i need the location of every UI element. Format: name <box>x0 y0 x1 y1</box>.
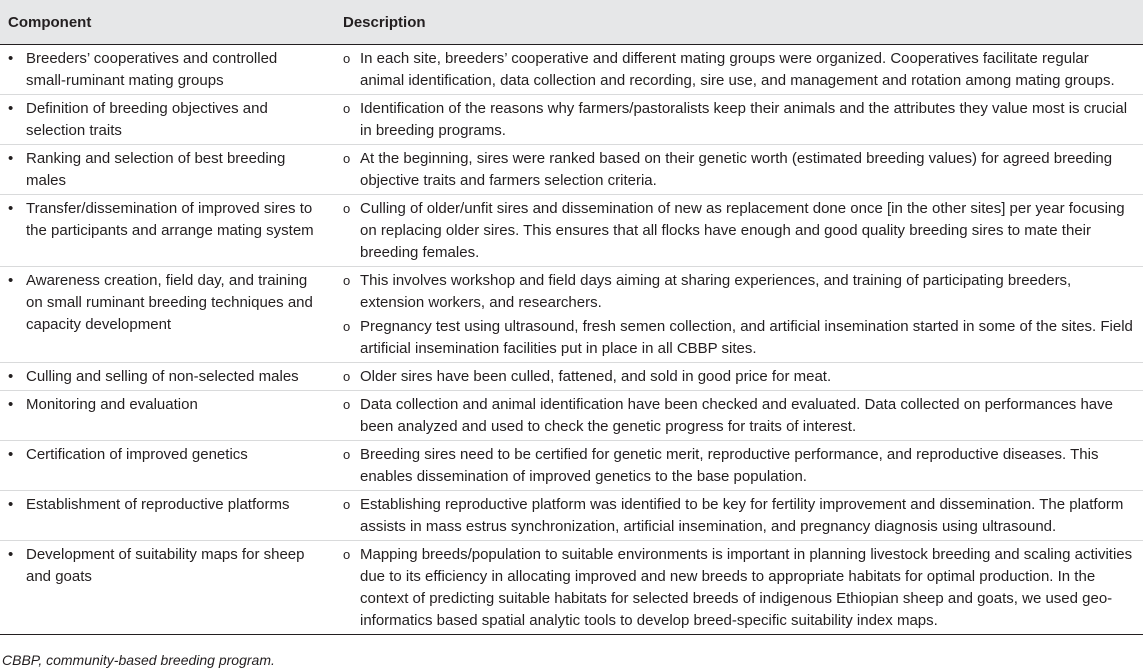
header-description: Description <box>327 0 1143 45</box>
description-text: Data collection and animal identification have been checked and evaluated. Data collected on performances have been analyzed and used to check the genetic progress for traits of interest. <box>360 396 1113 435</box>
description-item <box>343 394 1137 438</box>
description-text: At the beginning, sires were ranked based on their genetic worth (estimated breeding values) for agreed breeding objective traits and farmers selection criteria. <box>360 150 1113 189</box>
circle-bullet-icon: o <box>343 397 351 412</box>
bullet-icon: • <box>8 396 14 413</box>
component-text: Establishment of reproductive platforms <box>26 496 290 513</box>
description-text: Establishing reproductive platform was identified to be key for fertility improvement and dissemination. The platform assists in mass estrus synchronization, artificial insemination, and pregnancy diagnosis using ultrasound. <box>360 496 1124 535</box>
description-cell <box>327 441 1143 491</box>
table-row <box>0 541 1143 635</box>
component-item <box>0 366 321 388</box>
description-cell <box>327 145 1143 195</box>
table-row <box>0 95 1143 145</box>
bullet-icon: • <box>8 200 14 217</box>
description-text: Mapping breeds/population to suitable environments is important in planning livestock breeding and scaling activities due to its efficiency in allocating improved and new breeds to appropriate habitats for optimal production. In the context of predicting suitable habitats for selected breeds of indigenous Ethiopian sheep and goats, we used geo-informatics based spatial analytic tools to develop breed-specific suitability index maps. <box>360 546 1133 629</box>
description-item <box>343 494 1137 538</box>
description-item <box>343 316 1137 360</box>
bullet-icon: • <box>8 272 14 289</box>
description-item <box>343 444 1137 488</box>
component-text: Transfer/dissemination of improved sires to the participants and arrange mating system <box>26 200 314 239</box>
component-item <box>0 148 321 192</box>
description-cell <box>327 391 1143 441</box>
description-item <box>343 270 1137 314</box>
description-text: Breeding sires need to be certified for genetic merit, reproductive performance, and reproductive diseases. This enables dissemination of improved genetics to the base population. <box>360 446 1099 485</box>
description-text: Older sires have been culled, fattened, and sold in good price for meat. <box>360 368 832 385</box>
bullet-icon: • <box>8 546 14 563</box>
table-row <box>0 391 1143 441</box>
circle-bullet-icon: o <box>343 369 351 384</box>
table-header-row <box>0 0 1143 45</box>
component-cell <box>0 45 327 95</box>
component-item <box>0 394 321 416</box>
component-text: Definition of breeding objectives and selection traits <box>26 100 268 139</box>
component-text: Monitoring and evaluation <box>26 396 198 413</box>
table-row <box>0 441 1143 491</box>
circle-bullet-icon: o <box>343 497 351 512</box>
component-cell <box>0 145 327 195</box>
component-text: Awareness creation, field day, and training on small ruminant breeding techniques and capacity development <box>26 272 313 333</box>
bullet-icon: • <box>8 50 14 67</box>
component-item <box>0 444 321 466</box>
circle-bullet-icon: o <box>343 101 351 116</box>
description-item <box>343 148 1137 192</box>
description-cell <box>327 541 1143 635</box>
circle-bullet-icon: o <box>343 151 351 166</box>
component-cell <box>0 391 327 441</box>
component-text: Ranking and selection of best breeding males <box>26 150 286 189</box>
table-row <box>0 45 1143 95</box>
header-component: Component <box>0 0 327 45</box>
table-row <box>0 267 1143 363</box>
description-cell <box>327 195 1143 267</box>
circle-bullet-icon: o <box>343 447 351 462</box>
bullet-icon: • <box>8 496 14 513</box>
table-row <box>0 145 1143 195</box>
table-row <box>0 195 1143 267</box>
table-row <box>0 491 1143 541</box>
circle-bullet-icon: o <box>343 319 351 334</box>
description-text: Identification of the reasons why farmers/pastoralists keep their animals and the attributes they value most is crucial in breeding programs. <box>360 100 1128 139</box>
component-text: Culling and selling of non-selected males <box>26 368 299 385</box>
description-text: This involves workshop and field days aiming at sharing experiences, and training of participating breeders, extension workers, and researchers. <box>360 272 1072 311</box>
description-item <box>343 98 1137 142</box>
component-cell <box>0 541 327 635</box>
description-item <box>343 48 1137 92</box>
description-item <box>343 198 1137 264</box>
bullet-icon: • <box>8 100 14 117</box>
description-text: Culling of older/unfit sires and dissemination of new as replacement done once [in the other sites] per year focusing on replacing older sires. This ensures that all flocks have enough and good quality breeding sires to mate their breeding females. <box>360 200 1125 261</box>
circle-bullet-icon: o <box>343 201 351 216</box>
component-cell <box>0 363 327 391</box>
description-cell <box>327 95 1143 145</box>
description-cell <box>327 491 1143 541</box>
component-cell <box>0 491 327 541</box>
component-text: Development of suitability maps for sheep and goats <box>26 546 305 585</box>
description-cell <box>327 267 1143 363</box>
component-cell <box>0 95 327 145</box>
component-item <box>0 48 321 92</box>
component-item <box>0 494 321 516</box>
bullet-icon: • <box>8 446 14 463</box>
table-body <box>0 45 1143 635</box>
component-cell <box>0 195 327 267</box>
description-item <box>343 544 1137 632</box>
circle-bullet-icon: o <box>343 51 351 66</box>
component-text: Breeders’ cooperatives and controlled small-ruminant mating groups <box>26 50 278 89</box>
component-cell <box>0 441 327 491</box>
description-cell <box>327 363 1143 391</box>
table-footnote: CBBP, community-based breeding program. <box>2 652 275 668</box>
component-cell <box>0 267 327 363</box>
bullet-icon: • <box>8 150 14 167</box>
table-row <box>0 363 1143 391</box>
component-item <box>0 544 321 588</box>
component-item <box>0 98 321 142</box>
component-text: Certification of improved genetics <box>26 446 248 463</box>
description-text: In each site, breeders’ cooperative and different mating groups were organized. Cooperatives facilitate regular animal identification, data collection and recording, sire use, and management and rotation among mating groups. <box>360 50 1115 89</box>
circle-bullet-icon: o <box>343 273 351 288</box>
bullet-icon: • <box>8 368 14 385</box>
description-item <box>343 366 1137 388</box>
component-item <box>0 270 321 336</box>
component-item <box>0 198 321 242</box>
circle-bullet-icon: o <box>343 547 351 562</box>
description-cell <box>327 45 1143 95</box>
description-text: Pregnancy test using ultrasound, fresh semen collection, and artificial insemination started in some of the sites. Field artificial insemination facilities put in place in all CBBP sites. <box>360 318 1133 357</box>
